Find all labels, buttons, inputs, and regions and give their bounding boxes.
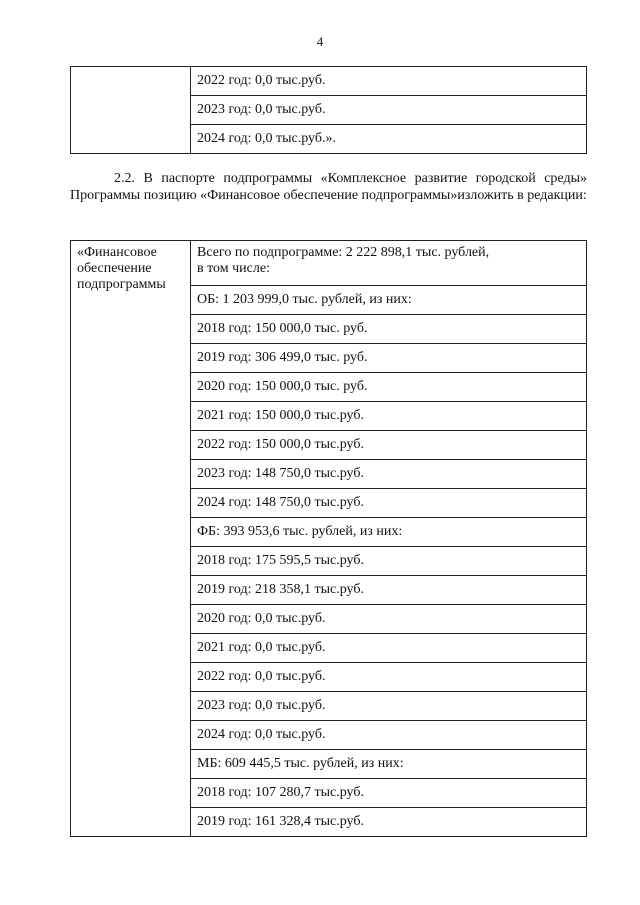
funding-cell: 2021 год: 0,0 тыс.руб. — [191, 634, 587, 663]
table-row — [71, 241, 587, 286]
empty-label-cell — [71, 67, 191, 154]
funding-cell: 2024 год: 148 750,0 тыс.руб. — [191, 489, 587, 518]
funding-cell: 2021 год: 150 000,0 тыс.руб. — [191, 402, 587, 431]
funding-cell: 2024 год: 0,0 тыс.руб. — [191, 721, 587, 750]
top-funding-table — [70, 66, 587, 154]
total-line: Всего по подпрограмме: 2 222 898,1 тыс. рублей, — [197, 245, 490, 260]
funding-cell: МБ: 609 445,5 тыс. рублей, из них: — [191, 750, 587, 779]
financing-label: «Финансовое обеспечение подпрограммы — [71, 241, 191, 837]
funding-cell: 2023 год: 148 750,0 тыс.руб. — [191, 460, 587, 489]
financing-table — [70, 240, 587, 837]
funding-cell: 2023 год: 0,0 тыс.руб. — [191, 692, 587, 721]
funding-cell: 2023 год: 0,0 тыс.руб. — [191, 96, 587, 125]
funding-cell: ФБ: 393 953,6 тыс. рублей, из них: — [191, 518, 587, 547]
funding-cell: 2018 год: 150 000,0 тыс. руб. — [191, 315, 587, 344]
amendment-paragraph: 2.2. В паспорте подпрограммы «Комплексное развитие городской среды» Программы позицию «Финансовое обеспечение подпрограммы»изложить в редакции: — [70, 171, 587, 203]
funding-cell: 2022 год: 0,0 тыс.руб. — [191, 67, 587, 96]
table-row — [71, 67, 587, 96]
funding-cell: 2019 год: 218 358,1 тыс.руб. — [191, 576, 587, 605]
funding-cell: 2024 год: 0,0 тыс.руб.». — [191, 125, 587, 154]
total-subline: в том числе: — [197, 261, 270, 276]
total-cell — [191, 241, 587, 286]
funding-cell: 2020 год: 150 000,0 тыс. руб. — [191, 373, 587, 402]
funding-cell: 2018 год: 175 595,5 тыс.руб. — [191, 547, 587, 576]
funding-cell: 2022 год: 150 000,0 тыс.руб. — [191, 431, 587, 460]
funding-cell: ОБ: 1 203 999,0 тыс. рублей, из них: — [191, 286, 587, 315]
page-number: 4 — [316, 34, 324, 49]
funding-cell: 2018 год: 107 280,7 тыс.руб. — [191, 779, 587, 808]
funding-cell: 2019 год: 306 499,0 тыс. руб. — [191, 344, 587, 373]
funding-cell: 2019 год: 161 328,4 тыс.руб. — [191, 808, 587, 837]
funding-cell: 2020 год: 0,0 тыс.руб. — [191, 605, 587, 634]
funding-cell: 2022 год: 0,0 тыс.руб. — [191, 663, 587, 692]
